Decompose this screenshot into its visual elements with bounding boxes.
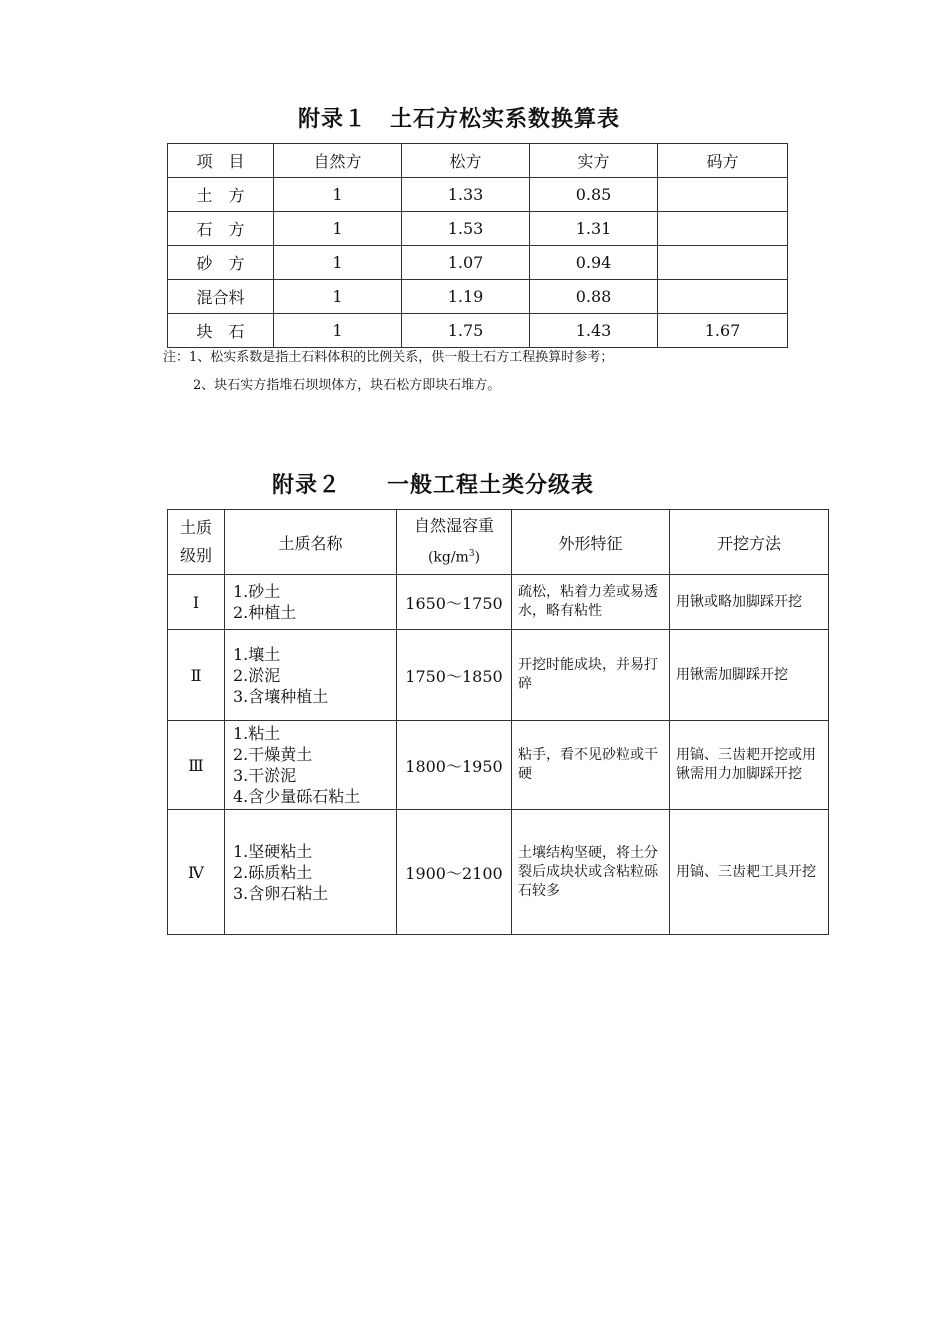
header-text: 自然湿容重 [413, 516, 494, 536]
features-cell: 疏松，粘着力差或易透水，略有粘性 [512, 575, 670, 630]
note-line-1: 注：1、松实系数是指土石料体积的比例关系，供一般土石方工程换算时参考； [163, 350, 614, 365]
names-cell [225, 721, 397, 810]
grade-cell: Ⅳ [168, 810, 225, 935]
table-row [168, 280, 788, 314]
density-cell: 1750～1850 [397, 630, 512, 721]
names-cell [225, 810, 397, 935]
table-cell [658, 212, 788, 246]
note-line-2: 2、块石实方指堆石坝坝体方，块石松方即块石堆方。 [193, 378, 501, 393]
names-cell [225, 575, 397, 630]
table-row [168, 630, 829, 721]
soil-name: 3.含卵石粘土 [233, 883, 329, 903]
table-row [168, 721, 829, 810]
density-cell: 1650～1750 [397, 575, 512, 630]
table-cell: 土 方 [168, 178, 274, 212]
table-cell: 1.75 [402, 314, 530, 348]
soil-conversion-table [167, 143, 788, 348]
soil-classification-table [167, 509, 829, 935]
soil-name: 2.砾质粘土 [233, 862, 313, 882]
unit-superscript: 3 [468, 549, 475, 560]
unit-text: (kg/m [427, 549, 469, 566]
header-density [397, 510, 512, 575]
grade-cell: Ⅲ [168, 721, 225, 810]
appendix2-title: 附录２ 一般工程土类分级表 [272, 472, 595, 498]
soil-name: 1.砂土 [233, 582, 281, 601]
table-cell: 1 [274, 314, 402, 348]
table-cell: 1.43 [530, 314, 658, 348]
unit-text: ) [474, 549, 481, 566]
soil-name: 3.干淤泥 [233, 766, 297, 785]
table-cell [658, 280, 788, 314]
table-cell: 1.31 [530, 212, 658, 246]
soil-name: 3.含壤种植土 [233, 686, 329, 706]
table-row [168, 314, 788, 348]
table-row [168, 810, 829, 935]
table-cell: 1 [274, 178, 402, 212]
header-text: 土质 [179, 518, 212, 537]
appendix1-title: 附录１ 土石方松实系数换算表 [298, 106, 621, 132]
method-cell: 用镐、三齿耙开挖或用锹需用力加脚踩开挖 [670, 721, 829, 810]
table-cell: 1.33 [402, 178, 530, 212]
table-cell: 1.53 [402, 212, 530, 246]
table-cell: 1.07 [402, 246, 530, 280]
table-cell [658, 178, 788, 212]
soil-name: 2.种植土 [233, 603, 297, 622]
table-cell [658, 246, 788, 280]
features-cell: 土壤结构坚硬，将土分裂后成块状或含粘粒砾石较多 [512, 810, 670, 935]
header-method: 开挖方法 [670, 510, 829, 575]
soil-name: 2.淤泥 [233, 665, 281, 685]
grade-cell: Ⅰ [168, 575, 225, 630]
table-header-row [168, 510, 829, 575]
header-text: 级别 [179, 546, 212, 565]
header-grade [168, 510, 225, 575]
density-unit [397, 540, 511, 572]
table-cell: 1.67 [658, 314, 788, 348]
table-cell: 石 方 [168, 212, 274, 246]
header-name: 土质名称 [225, 510, 397, 575]
table-row [168, 575, 829, 630]
table-cell: 0.85 [530, 178, 658, 212]
names-cell [225, 630, 397, 721]
table-cell: 混合料 [168, 280, 274, 314]
table-cell: 0.94 [530, 246, 658, 280]
table-header-row [168, 144, 788, 178]
grade-cell: Ⅱ [168, 630, 225, 721]
header-cell: 松方 [402, 144, 530, 178]
header-cell: 码方 [658, 144, 788, 178]
table-cell: 1 [274, 212, 402, 246]
table-row [168, 178, 788, 212]
soil-name: 1.粘土 [233, 724, 281, 743]
features-cell: 开挖时能成块，并易打碎 [512, 630, 670, 721]
method-cell: 用锹或略加脚踩开挖 [670, 575, 829, 630]
table-cell: 块 石 [168, 314, 274, 348]
table-cell: 1 [274, 246, 402, 280]
header-cell: 项 目 [168, 144, 274, 178]
header-cell: 自然方 [274, 144, 402, 178]
table-cell: 1 [274, 280, 402, 314]
method-cell: 用镐、三齿耙工具开挖 [670, 810, 829, 935]
features-cell: 粘手，看不见砂粒或干硬 [512, 721, 670, 810]
header-cell: 实方 [530, 144, 658, 178]
soil-name: 1.壤土 [233, 644, 281, 664]
soil-name: 1.坚硬粘土 [233, 841, 313, 861]
soil-name: 4.含少量砾石粘土 [233, 787, 361, 806]
table-cell: 1.19 [402, 280, 530, 314]
table-row [168, 246, 788, 280]
soil-name: 2.干燥黄土 [233, 745, 313, 764]
density-cell: 1800～1950 [397, 721, 512, 810]
table-cell: 0.88 [530, 280, 658, 314]
header-features: 外形特征 [512, 510, 670, 575]
density-cell: 1900～2100 [397, 810, 512, 935]
table-row [168, 212, 788, 246]
method-cell: 用锹需加脚踩开挖 [670, 630, 829, 721]
table-cell: 砂 方 [168, 246, 274, 280]
